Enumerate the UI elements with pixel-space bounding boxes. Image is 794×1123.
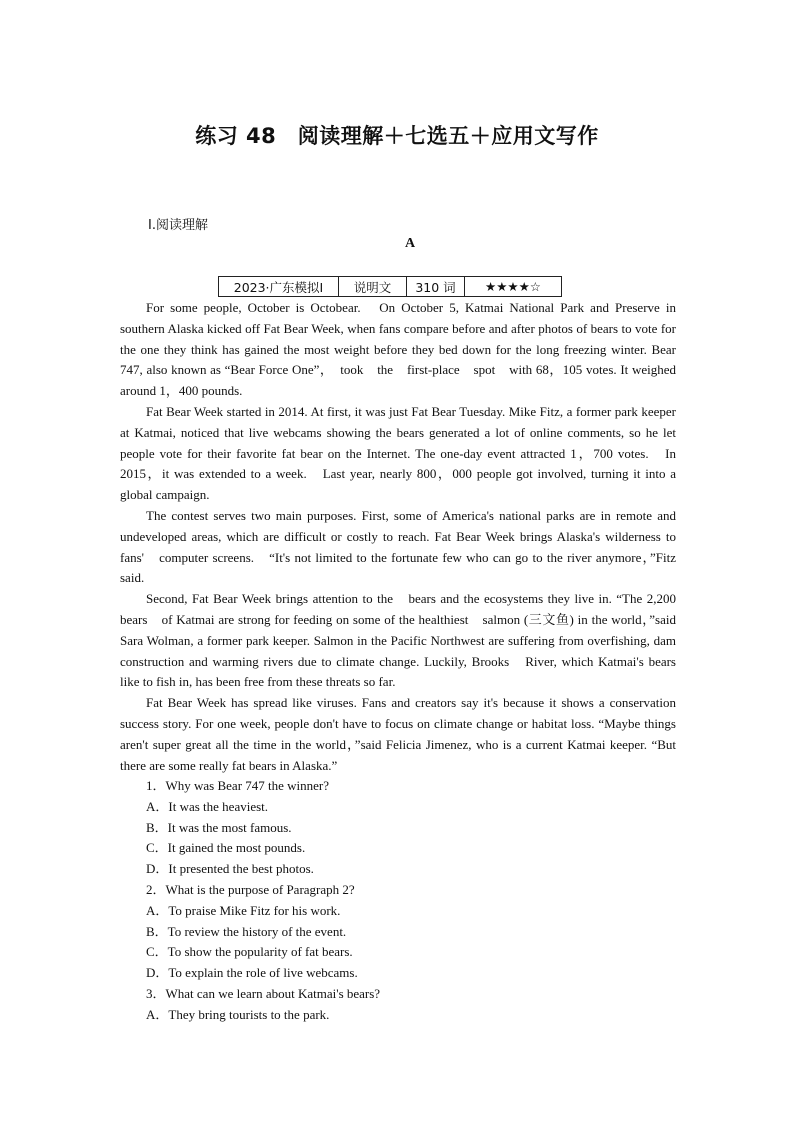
difficulty-cell: ★★★★☆ (465, 277, 562, 297)
option-a: A．To praise Mike Fitz for his work. (146, 902, 341, 918)
paragraph-3: The contest serves two main purposes. First, some of America's national parks are in remote and undeveloped areas, which are difficult or costly to reach. Fat Bear Week brings Alaska's wilderness to fans' computer screens. “It's not limited to the fortunate few who can go to the river anymore，”Fitz said. (120, 507, 676, 586)
question-stem: 1．Why was Bear 747 the winner? (146, 778, 330, 793)
genre-cell: 说明文 (339, 277, 407, 297)
option-d: D．To explain the role of live webcams. (146, 965, 358, 981)
passage-info-table (218, 276, 562, 297)
question-1 (146, 776, 676, 880)
option-b: B．To review the history of the event. (146, 923, 347, 939)
option-d: D．It presented the best photos. (146, 861, 314, 877)
question-stem: 2．What is the purpose of Paragraph 2? (146, 881, 355, 897)
passage-letter: A (404, 236, 416, 251)
question-2 (146, 880, 676, 984)
questions-section (146, 776, 676, 1026)
option-c: C．It gained the most pounds. (146, 840, 306, 856)
source-cell: 2023·广东模拟Ⅰ (219, 277, 339, 297)
passage-info-row (219, 277, 562, 297)
paragraph-1: For some people, October is Octobear. On October 5, Katmai National Park and Preserve in southern Alaska kicked off Fat Bear Week, when fans compare before and after photos of bears to vote for the one they think has gained the most weight before they bed down for the long freezing winter. Bear 747, also known as “Bear Force One”， took the first-place spot with 68，105 votes. It weighed around 1，400 pounds. (120, 300, 676, 399)
option-a: A．It was the heaviest. (146, 798, 269, 814)
question-3 (146, 984, 676, 1026)
word-count-cell: 310 词 (407, 277, 465, 297)
page-title: 练习 48 阅读理解＋七选五＋应用文写作 (195, 124, 599, 148)
paragraph-5: Fat Bear Week has spread like viruses. Fans and creators say it's because it shows a conservation success story. For one week, people don't have to focus on climate change or habitat loss. “Maybe things aren't super great all the time in the world，”said Felicia Jimenez, who is a current Katmai keeper. “But there are some really fat bears in Alaska.” (120, 695, 676, 773)
option-c: C．To show the popularity of fat bears. (146, 944, 353, 960)
passage-body (120, 298, 676, 776)
paragraph-2: Fat Bear Week started in 2014. At first, it was just Fat Bear Tuesday. Mike Fitz, a former park keeper at Katmai, noticed that live webcams showing the bears generated a lot of online comments, so he let people vote for their favorite fat bear on the Internet. The one-day event attracted 1，700 votes. In 2015，it was extended to a week. Last year, nearly 800，000 people got involved, turning it into a global campaign. (120, 403, 676, 503)
question-stem: 3．What can we learn about Katmai's bears? (146, 985, 381, 1001)
section-label: Ⅰ.阅读理解 (148, 218, 208, 233)
option-a: A．They bring tourists to the park. (146, 1006, 330, 1022)
paragraph-4: Second, Fat Bear Week brings attention to the bears and the ecosystems they live in. “The 2,200 bears of Katmai are strong for feeding on some of the healthiest salmon (三文鱼) in the world，”said Sara Wolman, a former park keeper. Salmon in the Pacific Northwest are suffering from overfishing, dam construction and warming rivers due to climate change. Luckily, Brooks River, which Katmai's bears like to fish in, has been free from these threats so far. (120, 591, 676, 690)
option-b: B．It was the most famous. (146, 819, 292, 835)
